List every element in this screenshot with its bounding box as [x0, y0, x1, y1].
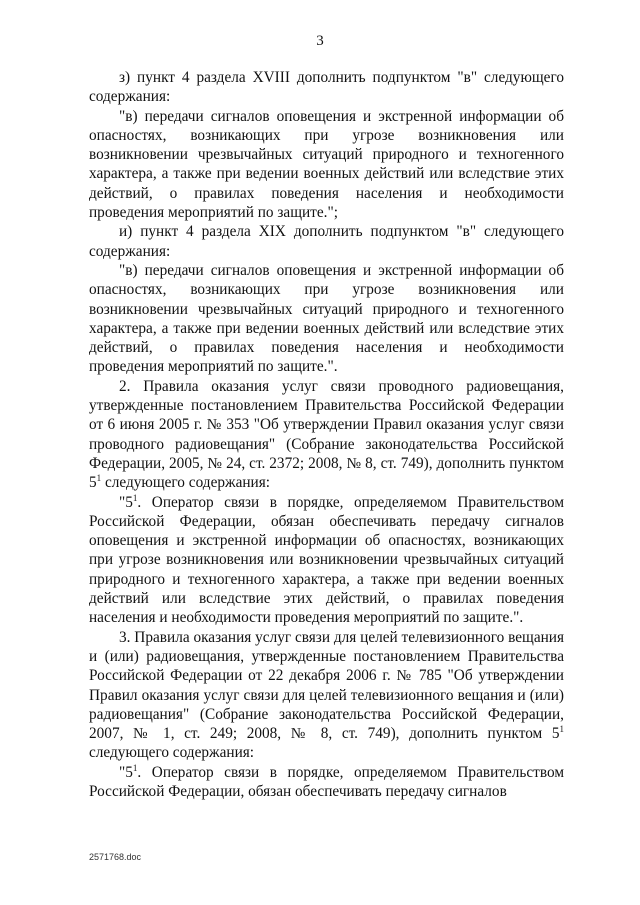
paragraph-text: "5 [119, 763, 133, 781]
document-body [89, 68, 564, 801]
paragraph-text: 2. Правила оказания услуг связи проводного радиовещания, утвержденные постановлением Правительства Российской Федерации от 6 июня 2005 г. № 353 "Об утверждении Правил оказания услуг связи проводного радиовещания" (Собрание законодательства Российской Федерации, 2005, № 24, ст. 2372; 2008, № 8, ст. 749), дополнить пунктом 5 [89, 377, 564, 492]
paragraph-i-quote [89, 261, 564, 377]
superscript: 1 [132, 762, 138, 773]
paragraph-3 [89, 628, 564, 763]
paragraph-2 [89, 377, 564, 493]
paragraph-z [89, 68, 564, 107]
paragraph-2-quote [89, 493, 564, 628]
paragraph-text: и) пункт 4 раздела XIX дополнить подпунктом "в" следующего содержания: [89, 223, 564, 260]
paragraph-z-quote [89, 107, 564, 223]
paragraph-3-quote [89, 763, 564, 802]
paragraph-text: з) пункт 4 раздела XVIII дополнить подпунктом "в" следующего содержания: [89, 69, 564, 106]
paragraph-i [89, 222, 564, 261]
footer-filename: 2571768.doc [89, 852, 142, 862]
paragraph-text: . Оператор связи в порядке, определяемом Правительством Российской Федерации, обязан обеспечивать передачу сигналов [89, 763, 564, 800]
paragraph-text: "в) передачи сигналов оповещения и экстренной информации об опасностях, возникающих при угрозе возникновения или возникновении чрезвычайных ситуаций природного и техногенного характера, а также при ведении военных действий или вследствие этих действий, о правилах поведения населения и необходимости проведения мероприятий по защите.". [89, 261, 564, 376]
paragraph-text: следующего содержания: [89, 744, 255, 762]
paragraph-text: "5 [119, 493, 133, 511]
superscript: 1 [559, 724, 564, 734]
superscript: 1 [96, 473, 102, 484]
paragraph-text: . Оператор связи в порядке, определяемом Правительством Российской Федерации, обязан обеспечивать передачу сигналов оповещения и экстренной информации об опасностях, возникающих при угрозе возникновения или возникновении чрезвычайных ситуаций природного и техногенного характера, а также при ведении военных действий или вследствие этих действий, о правилах поведения населения и необходимости проведения мероприятий по защите.". [89, 493, 564, 627]
paragraph-text: 3. Правила оказания услуг связи для целей телевизионного вещания и (или) радиовещания, утвержденные постановлением Правительства Российской Федерации от 22 декабря 2006 г. № 785 "Об утверждении Правил оказания услуг связи для целей телевизионного вещания и (или) радиовещания" (Собрание законодательства Российской Федерации, 2007, № 1, ст. 249; 2008, № 8, ст. 749), дополнить пунктом 5 [89, 628, 565, 743]
paragraph-text: "в) передачи сигналов оповещения и экстренной информации об опасностях, возникающих при угрозе возникновения или возникновении чрезвычайных ситуаций природного и техногенного характера, а также при ведении военных действий или вследствие этих действий, о правилах поведения населения и необходимости проведения мероприятий по защите."; [89, 107, 564, 222]
paragraph-text: следующего содержания: [101, 474, 271, 492]
page-number: 3 [316, 33, 324, 49]
superscript: 1 [132, 492, 138, 503]
